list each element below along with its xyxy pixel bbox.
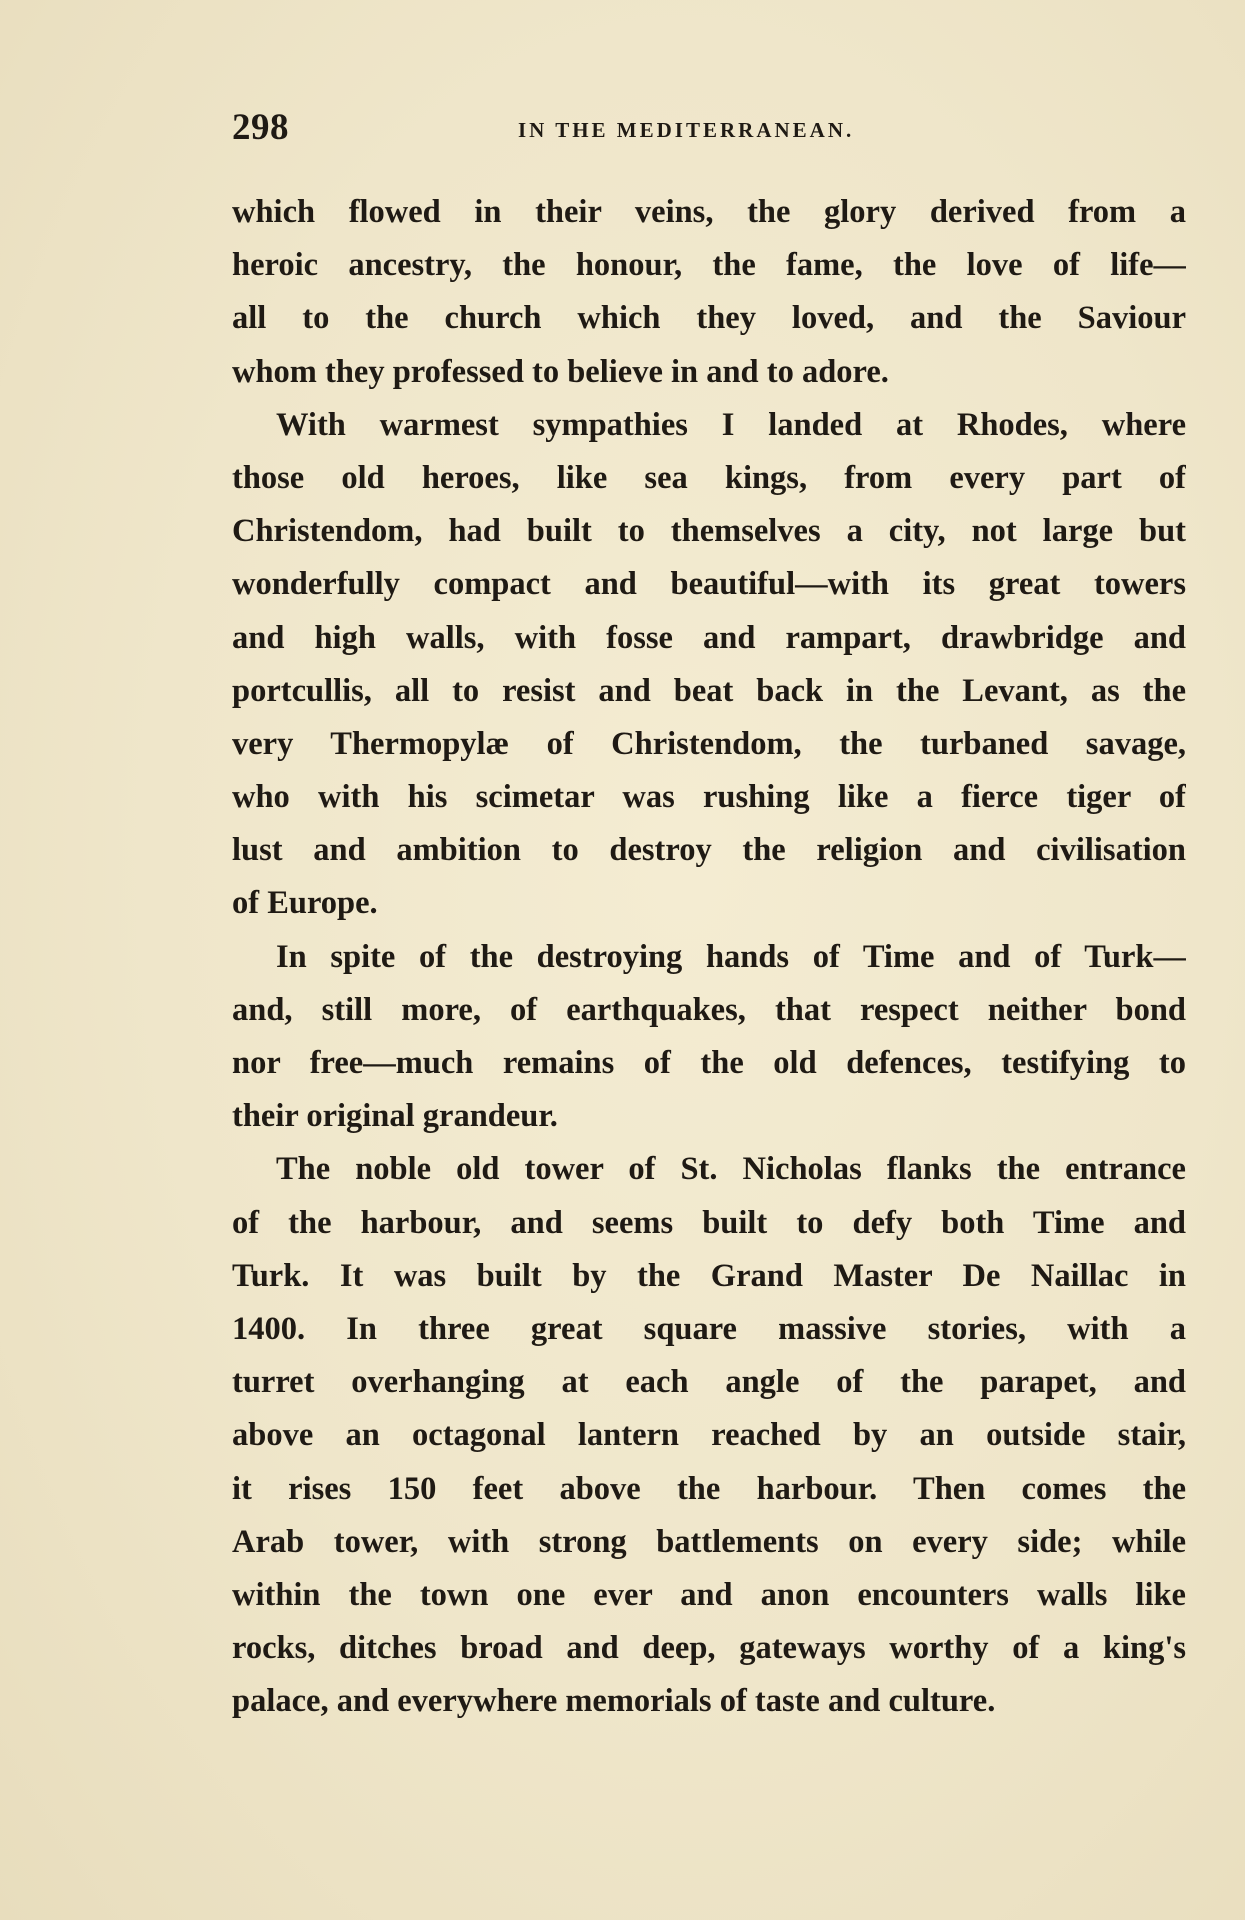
body-text	[232, 186, 1186, 1728]
text-line: who with his scimetar was rushing like a fierce tiger of	[232, 779, 1186, 816]
text-line: rocks, ditches broad and deep, gateways worthy of a king's	[232, 1630, 1186, 1667]
text-line: of the harbour, and seems built to defy both Time and	[232, 1204, 1186, 1241]
text-line: and, still more, of earthquakes, that respect neither bond	[232, 991, 1186, 1028]
text-line: those old heroes, like sea kings, from every part of	[232, 459, 1186, 496]
text-line: The noble old tower of St. Nicholas flanks the entrance	[276, 1151, 1186, 1188]
text-line: their original grandeur.	[232, 1098, 558, 1135]
text-line: With warmest sympathies I landed at Rhodes, where	[276, 406, 1186, 443]
page-number: 298	[232, 107, 289, 148]
running-title: IN THE MEDITERRANEAN.	[518, 118, 855, 142]
text-line: above an octagonal lantern reached by an outside stair,	[232, 1417, 1186, 1454]
running-head	[232, 106, 1192, 152]
text-line: whom they professed to believe in and to adore.	[232, 353, 889, 390]
text-line: lust and ambition to destroy the religion and civilisation	[232, 832, 1186, 869]
text-line: Arab tower, with strong battlements on every side; while	[232, 1523, 1186, 1560]
text-line: Christendom, had built to themselves a city, not large but	[232, 513, 1186, 550]
text-line: all to the church which they loved, and the Saviour	[232, 300, 1186, 337]
text-line: it rises 150 feet above the harbour. Then comes the	[232, 1470, 1186, 1507]
text-line: very Thermopylæ of Christendom, the turbaned savage,	[232, 725, 1186, 762]
text-line: and high walls, with fosse and rampart, drawbridge and	[232, 619, 1186, 656]
text-line: heroic ancestry, the honour, the fame, the love of life—	[232, 247, 1186, 284]
text-line: turret overhanging at each angle of the parapet, and	[232, 1364, 1186, 1401]
text-line: 1400. In three great square massive stories, with a	[232, 1310, 1186, 1347]
text-line: palace, and everywhere memorials of taste and culture.	[232, 1683, 996, 1720]
text-line: within the town one ever and anon encounters walls like	[232, 1576, 1186, 1613]
text-line: Turk. It was built by the Grand Master De Naillac in	[232, 1257, 1186, 1294]
text-line: nor free—much remains of the old defences, testifying to	[232, 1045, 1186, 1081]
text-line: wonderfully compact and beautiful—with its great towers	[232, 566, 1186, 603]
text-line: portcullis, all to resist and beat back in the Levant, as the	[232, 672, 1186, 709]
text-line: In spite of the destroying hands of Time and of Turk—	[276, 938, 1186, 975]
text-line: of Europe.	[232, 885, 378, 922]
text-line: which flowed in their veins, the glory derived from a	[232, 194, 1186, 230]
